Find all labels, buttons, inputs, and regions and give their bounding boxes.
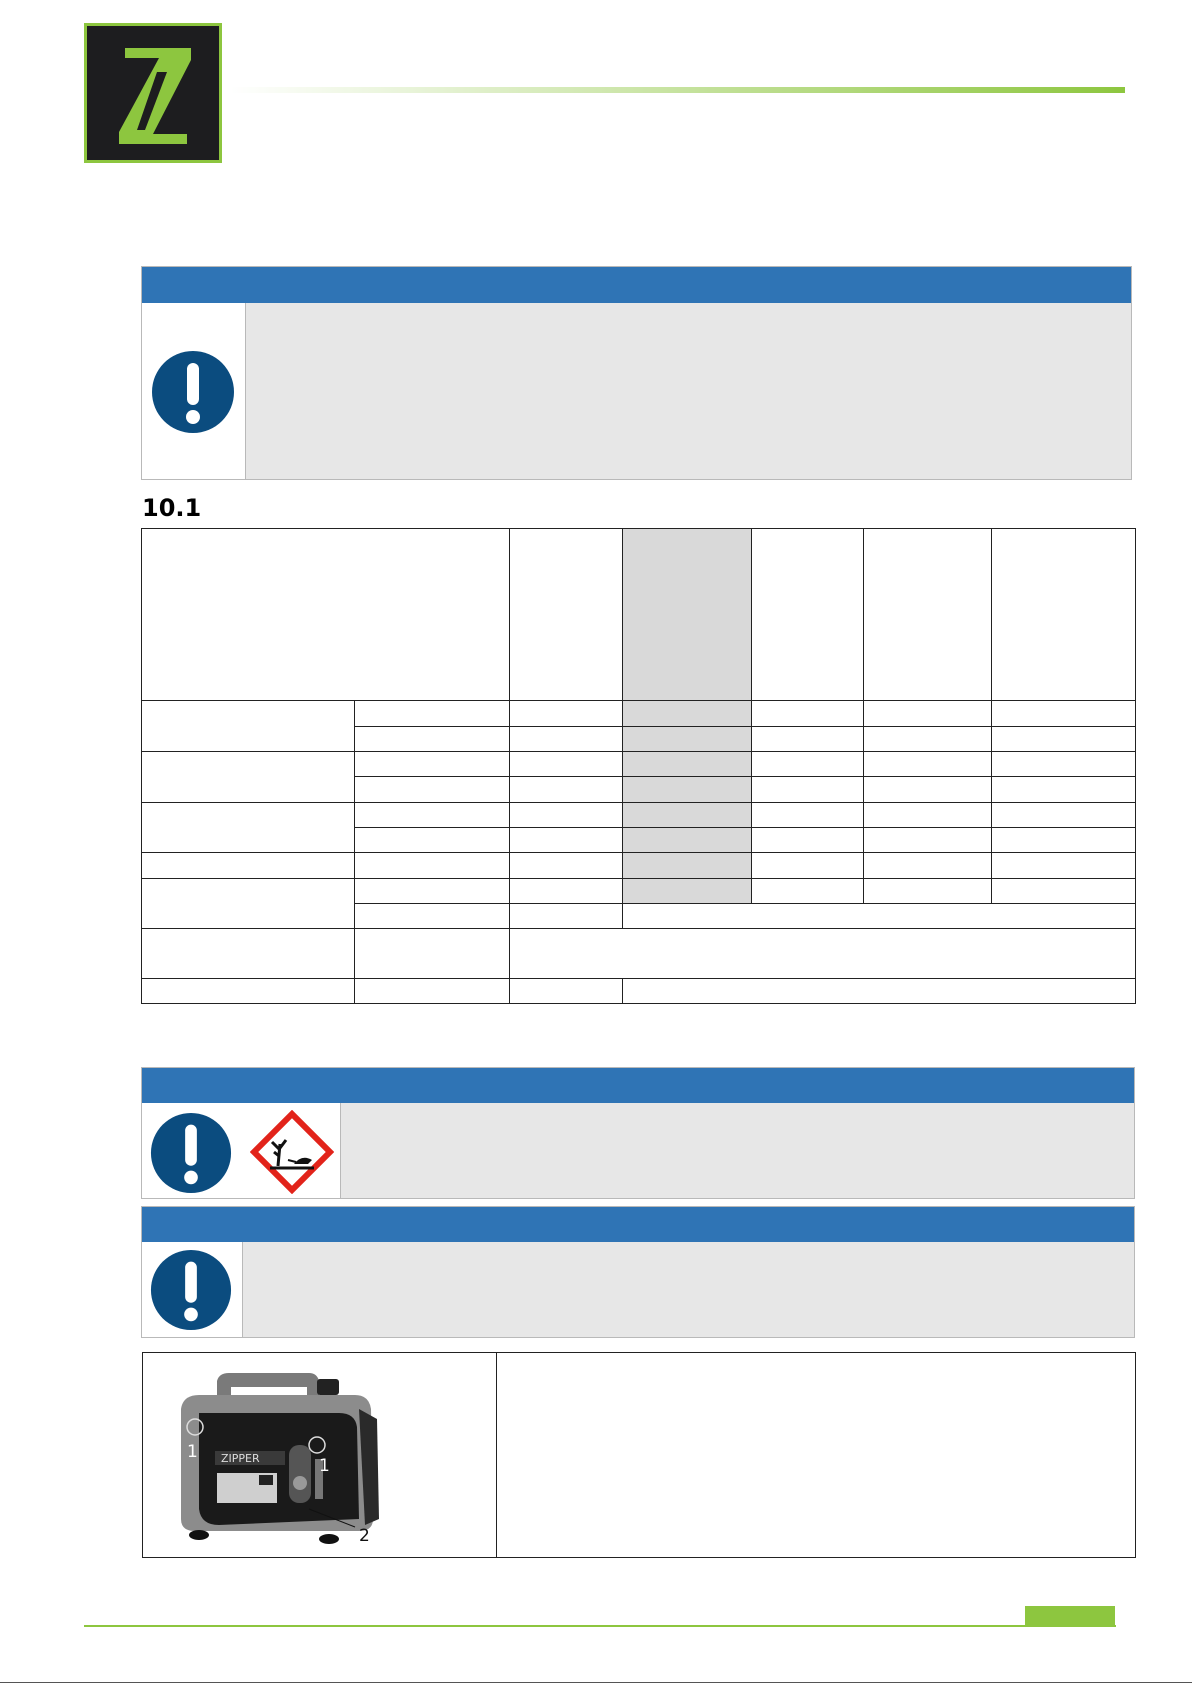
table-row	[142, 929, 1136, 979]
figure-box	[142, 1352, 1136, 1558]
mandatory-exclamation-icon	[149, 1111, 233, 1195]
notice-box-1	[141, 266, 1132, 480]
header-rule	[230, 87, 1125, 93]
callout-1-left: 1	[187, 1442, 198, 1462]
table-row	[142, 752, 1136, 777]
footer-rule	[84, 1625, 1116, 1627]
brand-plate-text: ZIPPER	[221, 1452, 260, 1465]
table-row	[142, 701, 1136, 727]
notice-box-3	[141, 1206, 1135, 1338]
generator-illustration	[159, 1369, 479, 1549]
environment-hazard-icon	[250, 1110, 334, 1194]
callout-1-right: 1	[319, 1456, 330, 1476]
page-number-tab	[1025, 1606, 1115, 1627]
figure-divider	[496, 1353, 497, 1557]
spec-table	[141, 528, 1135, 1003]
notice-header-bar	[142, 1207, 1134, 1242]
notice-header-bar	[142, 1068, 1134, 1103]
mandatory-exclamation-icon	[149, 1248, 233, 1332]
table-row	[142, 879, 1136, 904]
table-row	[142, 853, 1136, 879]
zipper-z-logo-icon	[87, 26, 219, 160]
section-number: 10.1	[142, 494, 202, 522]
notice-header-bar	[142, 267, 1131, 303]
notice-box-2	[141, 1067, 1135, 1199]
page-edge-line	[0, 1682, 1192, 1683]
callout-2: 2	[359, 1526, 370, 1546]
mandatory-exclamation-icon	[150, 349, 236, 435]
table-row	[142, 979, 1136, 1004]
table-header-row	[142, 529, 1136, 701]
zipper-logo	[84, 23, 222, 163]
table-row	[142, 803, 1136, 828]
